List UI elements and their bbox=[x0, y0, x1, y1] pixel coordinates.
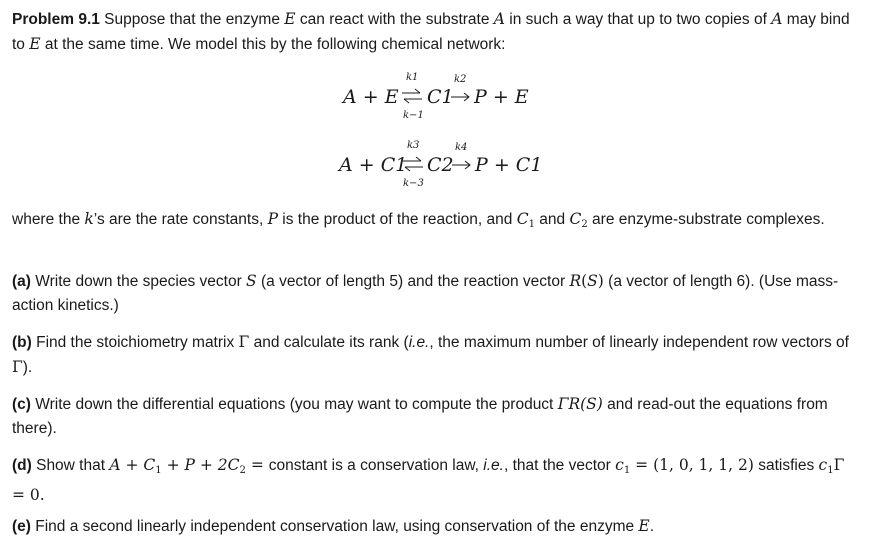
symbol-E: E bbox=[29, 35, 41, 53]
reaction-2 bbox=[339, 140, 559, 200]
part-b-text-3: , the maximum number of linearly independent row vectors of bbox=[429, 334, 849, 351]
intermediate-complex: C2 bbox=[427, 154, 454, 176]
subscript-1: 1 bbox=[827, 465, 834, 477]
forward-arrow-icon bbox=[451, 160, 473, 170]
part-b-label: (b) bbox=[12, 334, 32, 351]
part-e-label: (e) bbox=[12, 518, 31, 535]
reaction-lhs: A + C1 bbox=[339, 154, 408, 176]
part-a-text-1: Write down the species vector bbox=[30, 273, 247, 290]
symbol-E: E bbox=[284, 10, 296, 28]
part-e bbox=[12, 514, 858, 539]
where-text-5: are enzyme-substrate complexes. bbox=[587, 211, 825, 228]
part-d-text-3: , that the vector bbox=[503, 457, 616, 474]
where-text-4: and bbox=[534, 211, 570, 228]
symbol-C: C bbox=[569, 210, 582, 228]
reversible-arrow-icon bbox=[402, 156, 424, 172]
part-d-label: (d) bbox=[12, 457, 32, 474]
part-a-text-3: (a vector of length 6). (Use mass-action kinetics.) bbox=[12, 273, 839, 314]
ie-abbrev: i.e. bbox=[408, 334, 430, 351]
where-paragraph bbox=[12, 207, 858, 237]
reverse-rate-label: k−3 bbox=[403, 178, 424, 189]
symbol-c: c bbox=[818, 456, 828, 474]
part-d-text-2: constant is a conservation law, bbox=[268, 457, 484, 474]
symbol-R: R bbox=[569, 272, 582, 290]
subscript-2: 2 bbox=[239, 465, 246, 477]
intro-text-1: Suppose that the enzyme bbox=[99, 11, 285, 28]
symbol-A: A bbox=[771, 10, 783, 28]
intro-text-5: at the same time. We model this by the following chemical network: bbox=[40, 36, 506, 53]
part-e-text-1: Find a second linearly independent conservation law, using conservation of the enzyme bbox=[30, 518, 639, 535]
part-c-text-1: Write down the differential equations (you may want to compute the product bbox=[30, 396, 558, 413]
relation-expression: Γ = 0. bbox=[12, 456, 845, 505]
subscript-1: 1 bbox=[623, 465, 631, 477]
vector-value: = (1, 0, 1, 1, 2) bbox=[630, 456, 754, 474]
intermediate-complex: C1 bbox=[427, 86, 454, 108]
symbol-P: P bbox=[267, 210, 278, 228]
reaction-rhs: P + E bbox=[474, 86, 529, 108]
forward-rate-label: k3 bbox=[407, 140, 420, 151]
reaction-rhs: P + C1 bbox=[475, 154, 543, 176]
part-e-text-2: . bbox=[649, 518, 655, 535]
problem-label: Problem 9.1 bbox=[12, 11, 100, 28]
part-b-text-2: and calculate its rank ( bbox=[249, 334, 409, 351]
second-rate-label: k2 bbox=[454, 74, 467, 85]
symbol-S: S bbox=[246, 272, 257, 290]
reverse-rate-label: k−1 bbox=[403, 110, 424, 121]
part-c-text-2: and read-out the equations from there). bbox=[12, 396, 828, 437]
part-a-label: (a) bbox=[12, 273, 31, 290]
where-text-3: is the product of the reaction, and bbox=[278, 211, 517, 228]
part-c bbox=[12, 392, 858, 441]
forward-arrow-icon bbox=[450, 92, 472, 102]
subscript-1: 1 bbox=[528, 219, 535, 231]
reaction-lhs: A + E bbox=[343, 86, 399, 108]
reaction-1 bbox=[343, 72, 543, 132]
part-b-text-1: Find the stoichiometry matrix bbox=[31, 334, 239, 351]
symbol-E: E bbox=[638, 517, 650, 535]
paren-close: ) bbox=[597, 272, 604, 290]
paren-open: ( bbox=[581, 272, 588, 290]
symbol-A: A bbox=[493, 10, 505, 28]
part-d-text-1: Show that bbox=[31, 457, 110, 474]
intro-text-4: may bind to bbox=[12, 11, 850, 53]
symbol-C: C bbox=[516, 210, 529, 228]
symbol-S: S bbox=[587, 272, 598, 290]
where-text-2: ’s are the rate constants, bbox=[93, 211, 268, 228]
intro-text-3: in such a way that up to two copies of bbox=[504, 11, 772, 28]
reversible-arrow-icon bbox=[401, 88, 423, 104]
symbol-k: k bbox=[84, 210, 94, 228]
part-d bbox=[12, 453, 858, 508]
symbol-gamma: Γ bbox=[238, 333, 250, 351]
part-c-label: (c) bbox=[12, 396, 31, 413]
ie-abbrev: i.e. bbox=[483, 457, 504, 474]
where-text-1: where the bbox=[12, 211, 85, 228]
part-b bbox=[12, 330, 858, 380]
equals-sign: = bbox=[245, 456, 269, 474]
part-d-text-4: satisfies bbox=[753, 457, 819, 474]
part-a bbox=[12, 269, 858, 318]
part-b-text-4: ). bbox=[22, 359, 33, 376]
symbol-gamma: Γ bbox=[12, 358, 23, 376]
conservation-expr-2: + P + 2C bbox=[161, 456, 240, 474]
conservation-expr-1: A + C bbox=[109, 456, 156, 474]
problem-statement bbox=[12, 7, 858, 57]
second-rate-label: k4 bbox=[455, 142, 468, 153]
symbol-c: c bbox=[615, 456, 624, 474]
part-a-text-2: (a vector of length 5) and the reaction vector bbox=[256, 273, 570, 290]
subscript-1: 1 bbox=[155, 465, 162, 477]
subscript-2: 2 bbox=[581, 219, 588, 231]
intro-text-2: can react with the substrate bbox=[295, 11, 494, 28]
forward-rate-label: k1 bbox=[406, 72, 419, 83]
product-expression: ΓR(S) bbox=[557, 395, 603, 413]
